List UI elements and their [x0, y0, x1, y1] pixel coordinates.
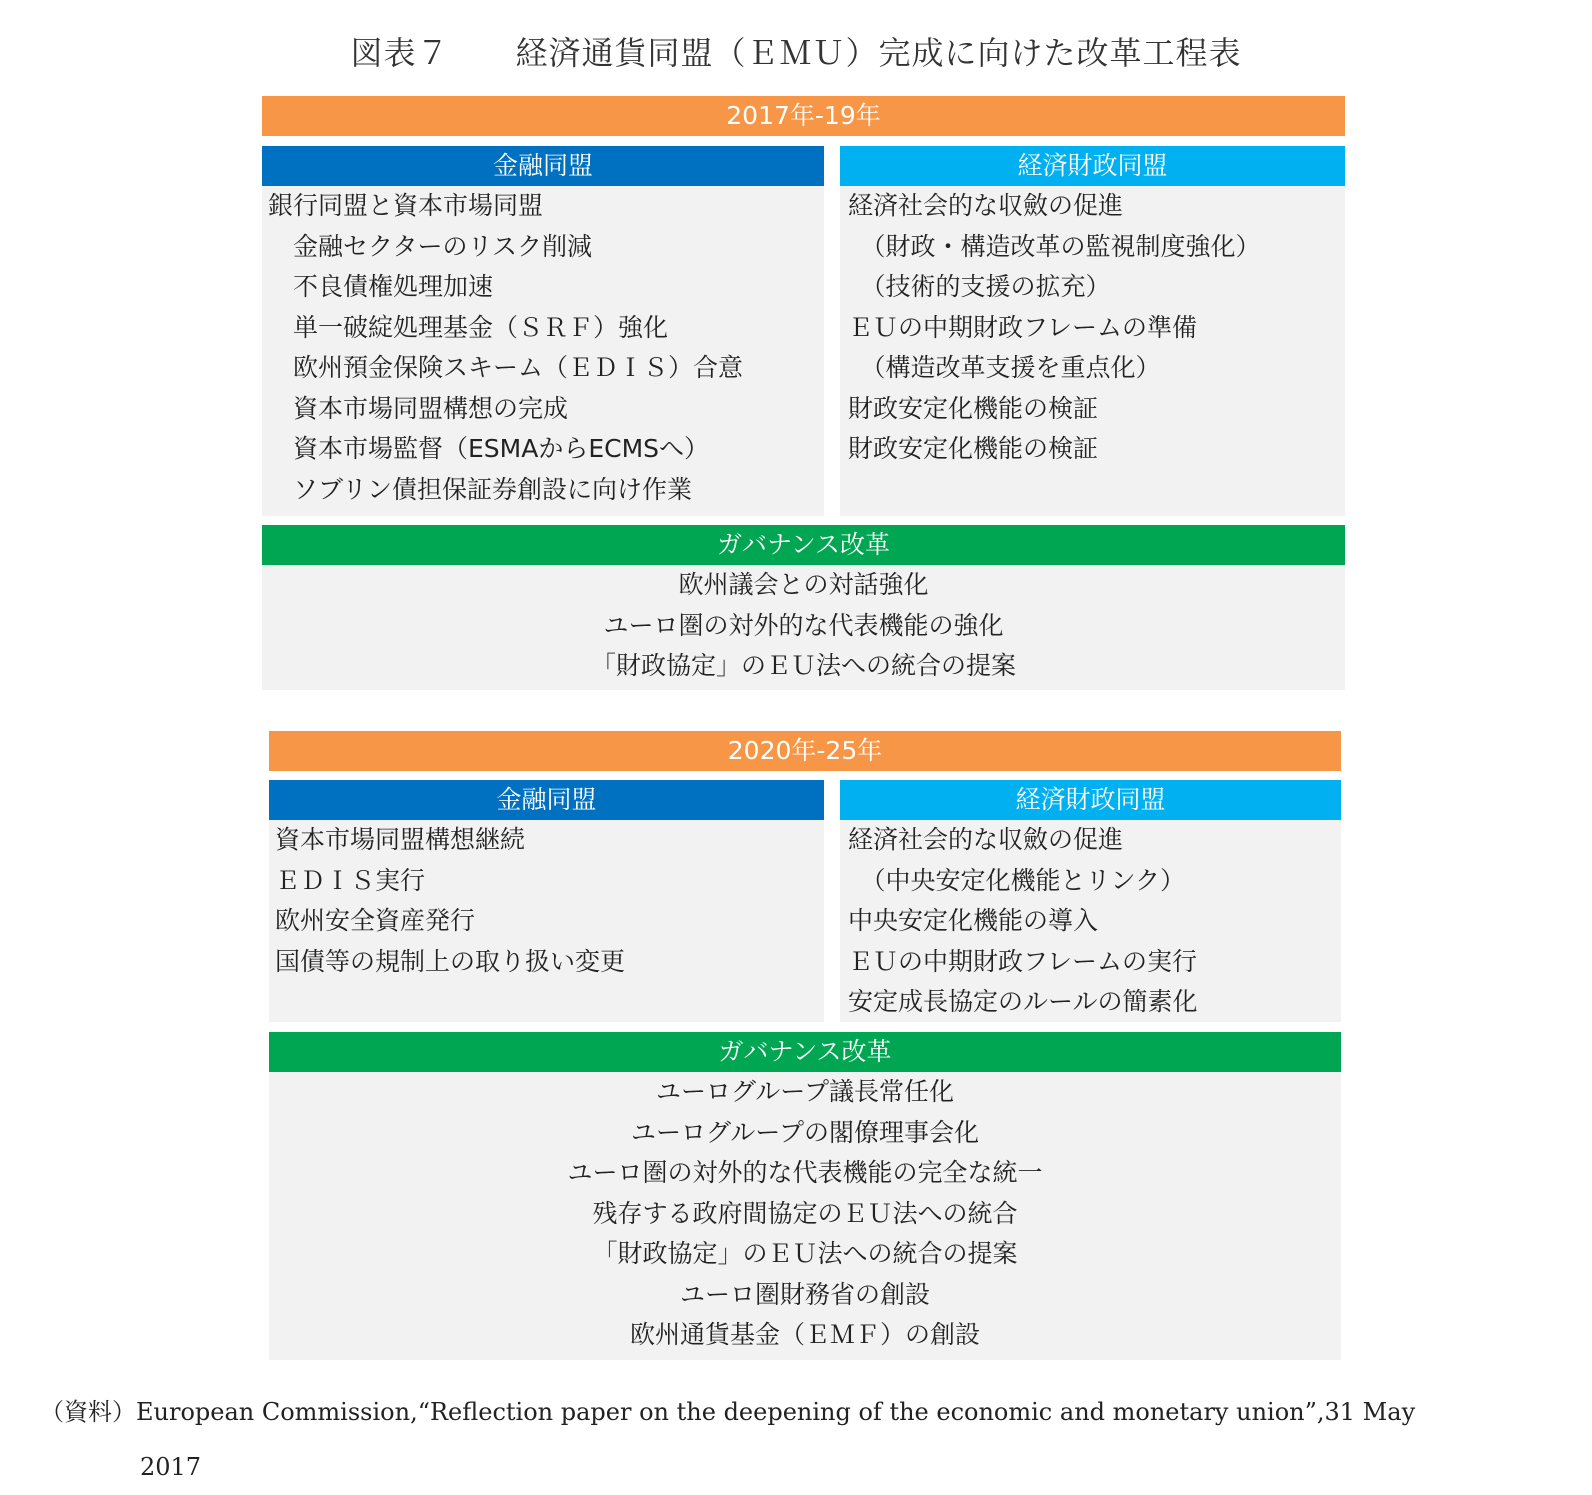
list-item: 財政安定化機能の検証	[848, 393, 1099, 423]
list-item: 経済社会的な収斂の促進	[848, 191, 1124, 220]
source-line-2: 2017	[140, 1453, 202, 1481]
list-item: 欧州議会との対話強化	[678, 570, 929, 599]
list-item: 国債等の規制上の取り扱い変更	[275, 946, 626, 976]
list-item: 「財政協定」のＥＵ法への統合の提案	[592, 1239, 1018, 1268]
list-item: 資本市場監督（ESMAからECMSへ）	[268, 434, 710, 463]
fiscal-union-list-2017	[848, 186, 1345, 470]
list-item: 欧州安全資産発行	[275, 906, 476, 935]
list-item: （中央安定化機能とリンク）	[848, 865, 1186, 895]
governance-list-2017	[262, 565, 1345, 687]
list-item: 経済社会的な収斂の促進	[848, 825, 1124, 854]
list-item: ソブリン債担保証券創設に向け作業	[268, 474, 693, 504]
fiscal-union-list-2020	[848, 820, 1341, 1023]
list-item: ＥＵの中期財政フレームの実行	[848, 946, 1198, 976]
period-banner-2020-25: 2020年-25年	[269, 731, 1341, 771]
governance-panel-2017	[262, 565, 1345, 690]
governance-panel-2020	[269, 1072, 1341, 1360]
list-item: 資本市場同盟構想の完成	[268, 393, 569, 423]
fiscal-union-panel-2017	[840, 186, 1345, 516]
list-item: 銀行同盟と資本市場同盟	[268, 191, 544, 220]
fiscal-union-header-2020: 経済財政同盟	[840, 780, 1341, 820]
list-item: （構造改革支援を重点化）	[848, 353, 1161, 382]
governance-header-2020: ガバナンス改革	[269, 1032, 1341, 1072]
list-item: 単一破綻処理基金（ＳＲＦ）強化	[268, 312, 669, 342]
governance-header-2017: ガバナンス改革	[262, 525, 1345, 565]
list-item: 中央安定化機能の導入	[848, 906, 1099, 935]
source-line-1: （資料）European Commission,“Reflection paper on the deepening of the economic and monetary union”,31 May	[40, 1398, 1416, 1426]
governance-list-2020	[269, 1072, 1341, 1356]
financial-union-header-2017: 金融同盟	[262, 146, 824, 186]
list-item: 資本市場同盟構想継続	[275, 825, 526, 854]
period-banner-2017-19: 2017年-19年	[262, 96, 1345, 136]
financial-union-panel-2020	[269, 820, 824, 1022]
list-item: ユーログループ議長常任化	[655, 1077, 954, 1106]
list-item: ユーロ圏財務省の創設	[679, 1279, 930, 1309]
financial-union-header-2020: 金融同盟	[269, 780, 824, 820]
figure-title: 図表７ 経済通貨同盟（ＥＭＵ）完成に向けた改革工程表	[350, 34, 1242, 72]
financial-union-panel-2017	[262, 186, 824, 516]
list-item: 欧州預金保険スキーム（ＥＤＩＳ）合意	[268, 353, 744, 382]
list-item: ユーログループの閣僚理事会化	[630, 1117, 979, 1147]
fiscal-union-header-2017: 経済財政同盟	[840, 146, 1345, 186]
source-note	[40, 1385, 1560, 1495]
fiscal-union-panel-2020	[840, 820, 1341, 1022]
list-item: 欧州通貨基金（ＥＭＦ）の創設	[629, 1320, 980, 1349]
list-item: ユーロ圏の対外的な代表機能の完全な統一	[567, 1158, 1043, 1187]
list-item: （技術的支援の拡充）	[848, 272, 1111, 301]
financial-union-list-2017	[268, 186, 824, 510]
financial-union-list-2020	[275, 820, 824, 982]
list-item: （財政・構造改革の監視制度強化）	[848, 231, 1261, 261]
list-item: 不良債権処理加速	[268, 272, 494, 301]
list-item: 残存する政府間協定のＥＵ法への統合	[592, 1198, 1018, 1228]
list-item: 財政安定化機能の検証	[848, 434, 1099, 463]
list-item: 「財政協定」のＥＵ法への統合の提案	[590, 651, 1016, 680]
list-item: ＥＵの中期財政フレームの準備	[848, 312, 1198, 342]
list-item: ユーロ圏の対外的な代表機能の強化	[603, 610, 1004, 640]
list-item: 安定成長協定のルールの簡素化	[848, 987, 1198, 1016]
list-item: ＥＤＩＳ実行	[275, 865, 426, 895]
list-item: 金融セクターのリスク削減	[268, 231, 593, 261]
